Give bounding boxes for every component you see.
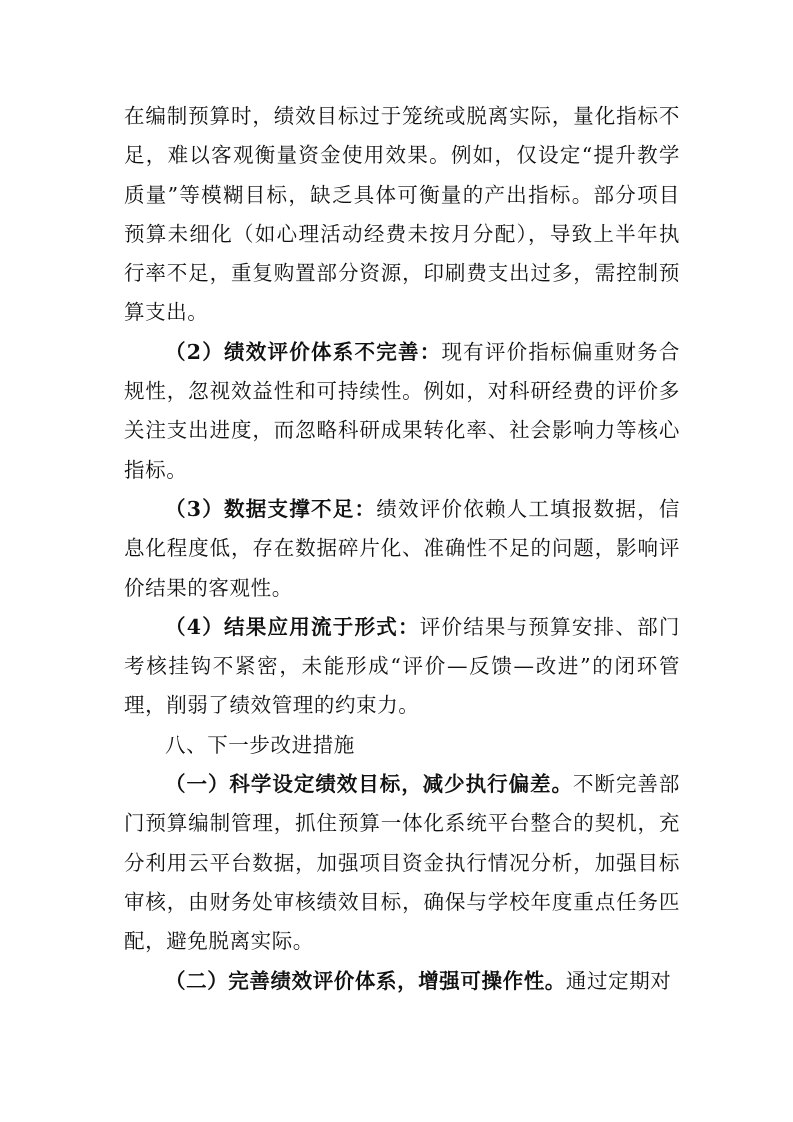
paragraph-evaluation-system	[124, 333, 680, 490]
paragraph-lead: （二）完善绩效评价体系，增强可操作性。	[165, 968, 566, 993]
paragraph-text: 不断完善部门预算编制管理，抓住预算一体化系统平台整合的契机，充分利用云平台数据，加强项目资金执行情况分析，加强目标审核，由财务处审核绩效目标，确保与学校年度重点任务匹配，避免脱离实际。	[124, 772, 680, 954]
paragraph-measure-one	[124, 765, 680, 961]
paragraph-text: 评价结果与预算安排、部门考核挂钩不紧密，未能形成“评价—反馈—改进”的闭环管理，削弱了绩效管理的约束力。	[124, 614, 680, 718]
paragraph-lead: （4）结果应用流于形式：	[165, 614, 420, 639]
paragraph-text: 在编制预算时，绩效目标过于笼统或脱离实际，量化指标不足，难以客观衡量资金使用效果。例如，仅设定“提升教学质量”等模糊目标，缺乏具体可衡量的产出指标。部分项目预算未细化（如心理活动经费未按月分配），导致上半年执行率不足，重复购置部分资源，印刷费支出过多，需控制预算支出。	[124, 104, 680, 325]
paragraph-budget-issues	[124, 97, 680, 333]
paragraph-result-application	[124, 608, 680, 726]
paragraph-text: 通过定期对	[565, 968, 672, 993]
paragraph-data-support	[124, 490, 680, 608]
document-body	[124, 97, 680, 1001]
paragraph-text: 绩效评价依赖人工填报数据，信息化程度低，存在数据碎片化、准确性不足的问题，影响评价结果的客观性。	[124, 496, 680, 600]
paragraph-lead: （3）数据支撑不足：	[165, 496, 377, 521]
paragraph-lead: （一）科学设定绩效目标，减少执行偏差。	[165, 772, 573, 797]
paragraph-text: 现有评价指标偏重财务合规性，忽视效益性和可持续性。例如，对科研经费的评价多关注支出进度，而忽略科研成果转化率、社会影响力等核心指标。	[124, 339, 680, 482]
paragraph-measure-two	[124, 962, 680, 1001]
section-heading: 八、下一步改进措施	[165, 732, 355, 757]
paragraph-lead: （2）绩效评价体系不完善：	[165, 339, 442, 364]
